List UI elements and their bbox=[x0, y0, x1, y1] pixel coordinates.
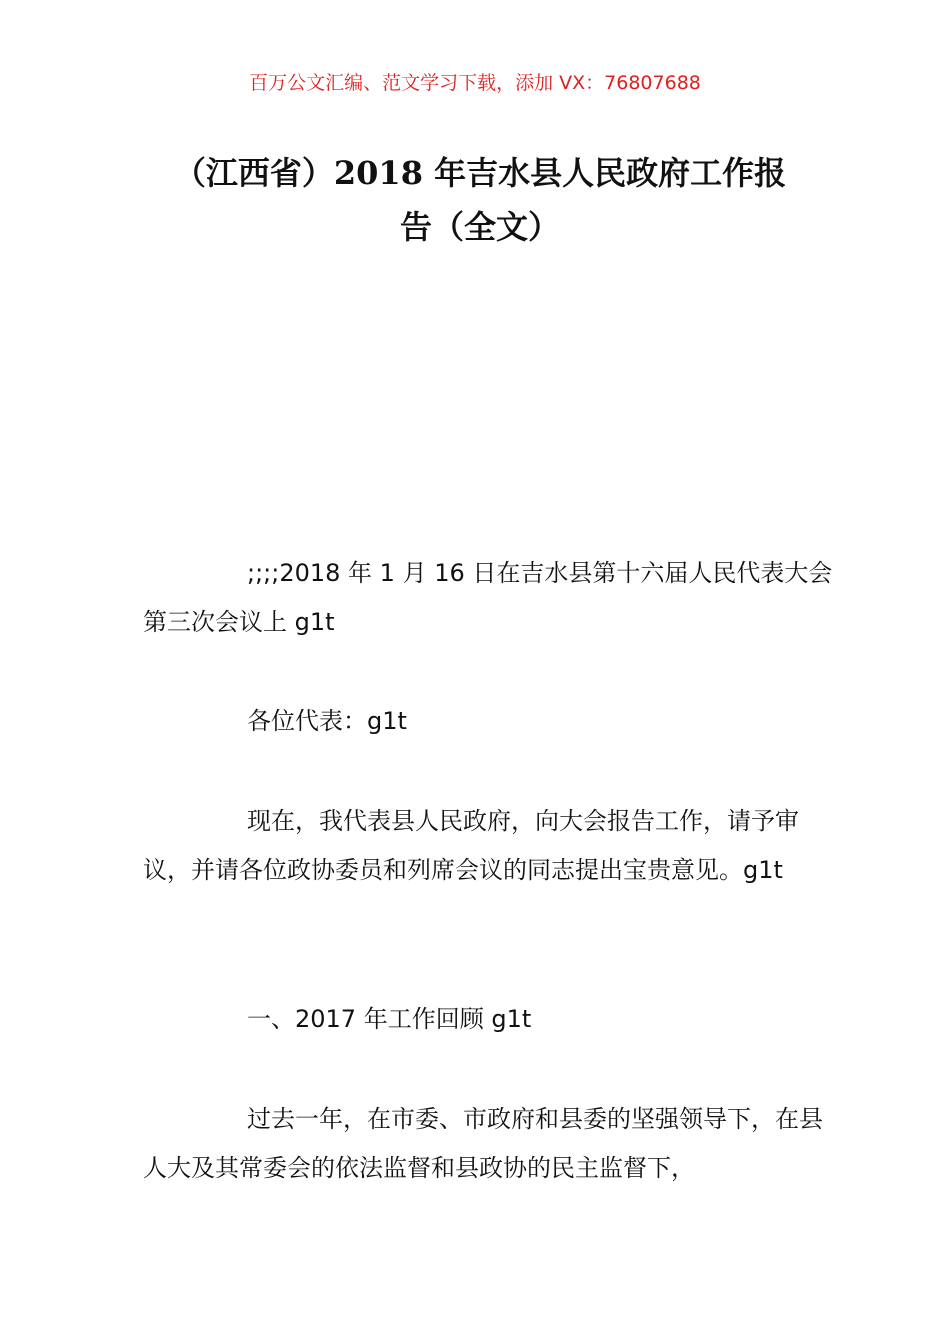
promo-header-banner: 百万公文汇编、范文学习下载，添加 VX：76807688 bbox=[249, 72, 701, 94]
paragraph-salutation bbox=[143, 697, 833, 746]
paragraph: 现在，我代表县人民政府，向大会报告工作，请予审议，并请各位政协委员和列席会议的同志提出宝贵意见。g1t bbox=[143, 807, 799, 884]
title-line-1: （江西省）2018 年吉水县人民政府工作报 bbox=[173, 154, 787, 192]
section-heading: 一、2017 年工作回顾 g1t bbox=[247, 1005, 532, 1033]
paragraph: 各位代表：g1t bbox=[247, 707, 407, 735]
paragraph-meeting-info bbox=[143, 549, 833, 647]
document-title bbox=[140, 146, 820, 254]
paragraph: 过去一年，在市委、市政府和县委的坚强领导下，在县人大及其常委会的依法监督和县政协的民主监督下， bbox=[143, 1105, 823, 1182]
section-heading-review bbox=[143, 995, 833, 1044]
title-line-2: 告（全文） bbox=[399, 208, 560, 246]
paragraph-review-intro bbox=[143, 1095, 833, 1193]
paragraph-opening bbox=[143, 797, 833, 895]
paragraph: ;;;;2018 年 1 月 16 日在吉水县第十六届人民代表大会 第三次会议上 g1t bbox=[143, 559, 833, 636]
